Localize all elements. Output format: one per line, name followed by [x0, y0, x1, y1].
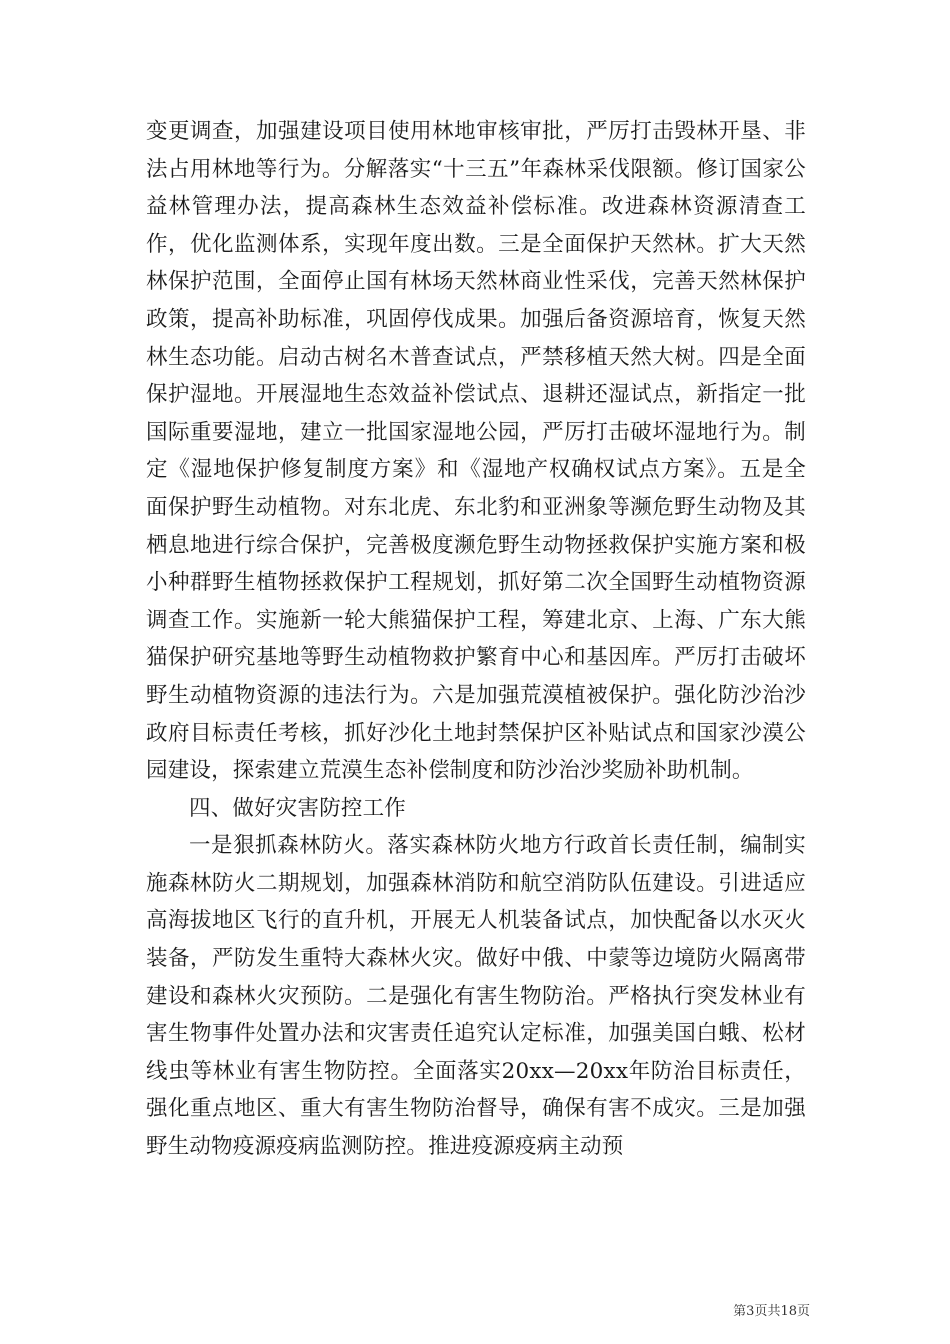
paragraph-continued: 变更调查，加强建设项目使用林地审核审批，严厉打击毁林开垦、非法占用林地等行为。分解落实“十三五”年森林采伐限额。修订国家公益林管理办法，提高森林生态效益补偿标准。改进森林资源清查工作，优化监测体系，实现年度出数。三是全面保护天然林。扩大天然林保护范围，全面停止国有林场天然林商业性采伐，完善天然林保护政策，提高补助标准，巩固停伐成果。加强后备资源培育，恢复天然林生态功能。启动古树名木普查试点，严禁移植天然大树。四是全面保护湿地。开展湿地生态效益补偿试点、退耕还湿试点，新指定一批国际重要湿地，建立一批国家湿地公园，严厉打击破坏湿地行为。制定《湿地保护修复制度方案》和《湿地产权确权试点方案》。五是全面保护野生动植物。对东北虎、东北豹和亚洲象等濒危野生动物及其栖息地进行综合保护，完善极度濒危野生动物拯救保护实施方案和极小种群野生植物拯救保护工程规划，抓好第二次全国野生动植物资源调查工作。实施新一轮大熊猫保护工程，筹建北京、上海、广东大熊猫保护研究基地等野生动植物救护繁育中心和基因库。严厉打击破坏野生动植物资源的违法行为。六是加强荒漠植被保护。强化防沙治沙政府目标责任考核，抓好沙化土地封禁保护区补贴试点和国家沙漠公园建设，探索建立荒漠生态补偿制度和防沙治沙奖励补助机制。: [146, 119, 806, 784]
paragraph: 一是狠抓森林防火。落实森林防火地方行政首长责任制，编制实施森林防火二期规划，加强森林消防和航空消防队伍建设。引进适应高海拔地区飞行的直升机，开展无人机装备试点，加快配备以水灭火装备，严防发生重特大森林火灾。做好中俄、中蒙等边境防火隔离带建设和森林火灾预防。二是强化有害生物防治。严格执行突发林业有害生物事件处置办法和灾害责任追究认定标准，加强美国白蛾、松材线虫等林业有害生物防控。全面落实20xx—20xx年防治目标责任，强化重点地区、重大有害生物防治督导，确保有害不成灾。三是加强野生动物疫源疫病监测防控。推进疫源疫病主动预: [146, 833, 806, 1160]
section-heading: 四、做好灾害防控工作: [189, 795, 407, 821]
document-body: [146, 113, 806, 1166]
page-number: 第3页共18页: [733, 1304, 810, 1319]
